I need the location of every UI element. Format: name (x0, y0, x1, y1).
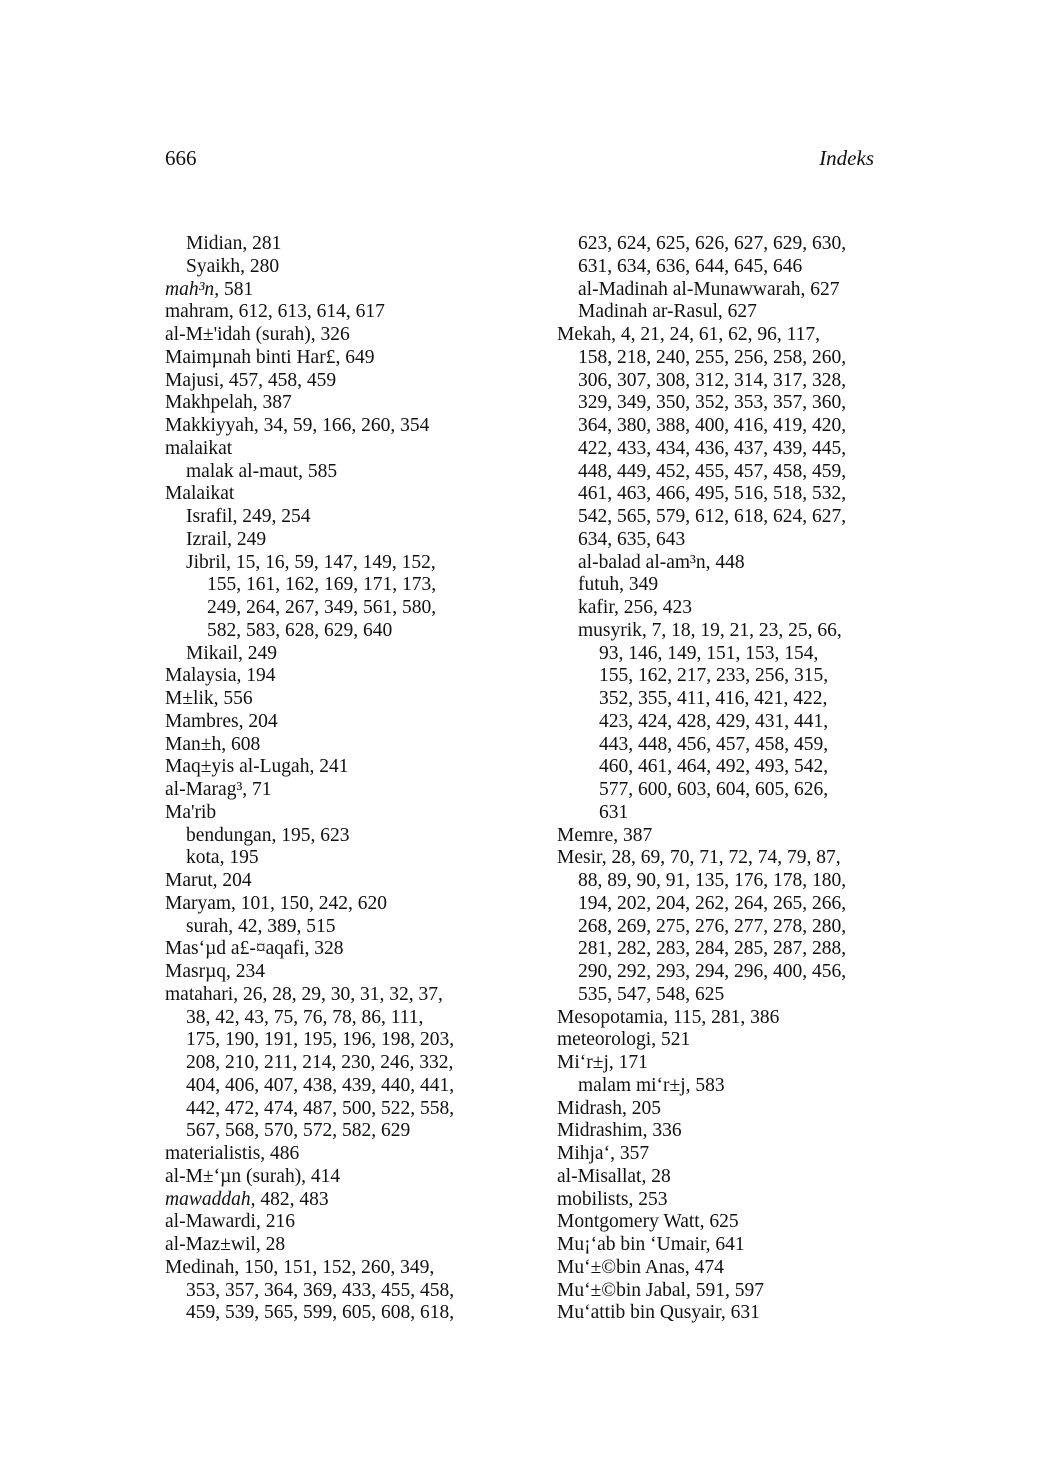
index-entry (557, 552, 887, 575)
index-entry (557, 779, 887, 802)
index-entry-text: al-Marag³, 71 (165, 779, 272, 800)
index-entry (165, 916, 505, 939)
index-entry (557, 1098, 887, 1121)
index-entry-text: materialistis, 486 (165, 1143, 300, 1164)
index-entry-text: Medinah, 150, 151, 152, 260, 349, (165, 1256, 435, 1278)
index-entry-text: Marut, 204 (165, 870, 252, 891)
index-entry (557, 529, 887, 552)
index-entry (165, 688, 505, 711)
index-entry-text: 175, 190, 191, 195, 196, 198, 203, (186, 1029, 455, 1051)
index-entry (557, 256, 887, 279)
index-entry (557, 597, 887, 620)
index-entry-text: 567, 568, 570, 572, 582, 629 (186, 1120, 411, 1142)
index-entry-text: 290, 292, 293, 294, 296, 400, 456, (578, 961, 847, 982)
index-entry (557, 984, 887, 1007)
running-head-title: Indeks (819, 146, 874, 170)
index-entry (557, 233, 887, 256)
index-column-left (165, 233, 505, 1325)
index-entry (557, 1166, 887, 1189)
index-entry (557, 916, 887, 939)
index-entry-text: 158, 218, 240, 255, 256, 258, 260, (578, 346, 847, 368)
index-entry-text: Maq±yis al-Lugah, 241 (165, 756, 349, 778)
index-entry (557, 1052, 887, 1075)
index-entry (165, 1029, 505, 1052)
index-entry-text: Midrash, 205 (557, 1097, 661, 1119)
index-entry (557, 961, 887, 984)
index-entry-text: al-M±'idah (surah), 326 (165, 324, 350, 345)
index-entry (557, 279, 887, 302)
index-entry (557, 1257, 887, 1280)
index-entry (557, 802, 887, 825)
index-entry-text: 542, 565, 579, 612, 618, 624, 627, (578, 506, 847, 527)
index-entry (165, 324, 505, 347)
index-entry-text: Man±h, 608 (165, 733, 261, 755)
index-entry-text: 155, 162, 217, 233, 256, 315, (599, 665, 829, 687)
index-entry (557, 734, 887, 757)
index-entry (165, 529, 505, 552)
index-entry (557, 461, 887, 484)
index-entry-text: Midian, 281 (186, 233, 282, 254)
index-entry-text: 249, 264, 267, 349, 561, 580, (207, 597, 437, 618)
index-entry (165, 1257, 505, 1280)
index-entry (165, 301, 505, 324)
index-entry-text: kafir, 256, 423 (578, 597, 693, 618)
index-entry-text: kota, 195 (186, 847, 259, 869)
index-entry-text: musyrik, 7, 18, 19, 21, 23, 25, 66, (578, 619, 842, 641)
index-entry-text: 582, 583, 628, 629, 640 (207, 619, 393, 641)
index-entry (557, 1189, 887, 1212)
index-entry (557, 301, 887, 324)
index-entry-text: Mu¡‘ab bin ‘Umair, 641 (557, 1234, 745, 1255)
index-entry-text: matahari, 26, 28, 29, 30, 31, 32, 37, (165, 983, 443, 1005)
index-entry (557, 870, 887, 893)
index-entry (165, 1166, 505, 1189)
index-entry-text: malam mi‘r±j, 583 (578, 1074, 725, 1096)
index-entry (557, 415, 887, 438)
index-entry (165, 1302, 505, 1325)
index-entry (165, 711, 505, 734)
page-number: 666 (165, 146, 197, 170)
index-entry (165, 415, 505, 438)
index-entry (165, 984, 505, 1007)
index-entry (557, 643, 887, 666)
index-entry-text: 364, 380, 388, 400, 416, 419, 420, (578, 415, 847, 436)
index-entry-text: Mambres, 204 (165, 710, 278, 732)
index-entry-text: Masrµq, 234 (165, 961, 266, 982)
index-entry-text: Maimµnah binti Har£, 649 (165, 346, 375, 368)
index-entry-text: meteorologi, 521 (557, 1029, 691, 1051)
index-entry-text: 577, 600, 603, 604, 605, 626, (599, 779, 829, 800)
index-entry (165, 1280, 505, 1303)
index-entry (557, 756, 887, 779)
index-entry (165, 1211, 505, 1234)
index-entry-text: 422, 433, 434, 436, 437, 439, 445, (578, 437, 847, 459)
index-entry-text: Mekah, 4, 21, 24, 61, 62, 96, 117, (557, 324, 821, 345)
index-entry-text: 404, 406, 407, 438, 439, 440, 441, (186, 1074, 455, 1096)
index-entry-text: al-Maz±wil, 28 (165, 1234, 286, 1255)
index-column-right (557, 233, 887, 1325)
index-entry-text: malak al-maut, 585 (186, 460, 338, 482)
index-entry-text: 443, 448, 456, 457, 458, 459, (599, 733, 829, 755)
index-entry (557, 825, 887, 848)
index-entry (165, 1007, 505, 1030)
index-entry-text: M±lik, 556 (165, 688, 253, 709)
index-entry-text: Mesopotamia, 115, 281, 386 (557, 1006, 780, 1028)
index-entry-text: Montgomery Watt, 625 (557, 1211, 739, 1233)
index-entry (165, 506, 505, 529)
index-entry-text: Izrail, 249 (186, 528, 267, 550)
index-entry-text: 460, 461, 464, 492, 493, 542, (599, 756, 829, 778)
index-entry (557, 1029, 887, 1052)
index-entry (165, 279, 505, 302)
index-entry (165, 620, 505, 643)
index-entry (165, 483, 505, 506)
index-entry-text: Mikail, 249 (186, 642, 277, 664)
index-entry-text: 93, 146, 149, 151, 153, 154, (599, 642, 819, 664)
index-entry-text: 634, 635, 643 (578, 528, 686, 550)
index-entry-text: bendungan, 195, 623 (186, 824, 350, 846)
index-entry-text: Mu‘±©bin Anas, 474 (557, 1256, 724, 1278)
index-entry-text: 459, 539, 565, 599, 605, 608, 618, (186, 1302, 455, 1324)
index-entry (557, 1211, 887, 1234)
index-entry (165, 802, 505, 825)
index-entry-text: Syaikh, 280 (186, 255, 280, 277)
index-entry (165, 574, 505, 597)
index-entry (165, 1075, 505, 1098)
index-entry-text: 306, 307, 308, 312, 314, 317, 328, (578, 369, 847, 391)
index-entry-text: 442, 472, 474, 487, 500, 522, 558, (186, 1097, 455, 1119)
index-entry (165, 552, 505, 575)
index-entry-text: 448, 449, 452, 455, 457, 458, 459, (578, 460, 847, 482)
index-entry (165, 961, 505, 984)
index-entry-text: mobilists, 253 (557, 1188, 668, 1210)
index-entry (165, 256, 505, 279)
index-entry-text: 38, 42, 43, 75, 76, 78, 86, 111, (186, 1006, 424, 1028)
index-entry (165, 734, 505, 757)
index-entry-text: 281, 282, 283, 284, 285, 287, 288, (578, 938, 847, 960)
index-entry-text: al-Mawardi, 216 (165, 1211, 295, 1233)
index-entry (165, 779, 505, 802)
index-entry (557, 688, 887, 711)
index-entry-text: Majusi, 457, 458, 459 (165, 369, 337, 391)
index-entry-text: Midrashim, 336 (557, 1120, 682, 1142)
index-entry (557, 483, 887, 506)
index-entry-text: Malaysia, 194 (165, 665, 276, 687)
index-entry (165, 438, 505, 461)
index-entry (165, 1052, 505, 1075)
index-entry (557, 1007, 887, 1030)
index-entry-text: 155, 161, 162, 169, 171, 173, (207, 574, 437, 596)
index-entry-text: Malaikat (165, 483, 235, 505)
index-entry (165, 756, 505, 779)
index-entry-text: 623, 624, 625, 626, 627, 629, 630, (578, 233, 847, 254)
index-entry-text: Madinah ar-Rasul, 627 (578, 301, 757, 323)
index-entry-text: futuh, 349 (578, 574, 659, 596)
index-entry (557, 711, 887, 734)
index-entry (557, 506, 887, 529)
index-entry (557, 392, 887, 415)
index-entry (557, 324, 887, 347)
index-entry (165, 870, 505, 893)
index-entry-text: Mu‘attib bin Qusyair, 631 (557, 1302, 760, 1324)
index-entry-text: 423, 424, 428, 429, 431, 441, (599, 710, 829, 732)
index-entry-text: 461, 463, 466, 495, 516, 518, 532, (578, 483, 847, 505)
index-entry (165, 392, 505, 415)
index-entry (165, 1143, 505, 1166)
index-entry-text: Mu‘±©bin Jabal, 591, 597 (557, 1279, 764, 1301)
index-entry (557, 938, 887, 961)
index-entry-text: Jibril, 15, 16, 59, 147, 149, 152, (186, 551, 436, 573)
index-entry-text: Mihja‘, 357 (557, 1143, 650, 1164)
index-entry (165, 233, 505, 256)
index-entry-text: mahram, 612, 613, 614, 617 (165, 301, 385, 323)
index-entry (165, 597, 505, 620)
index-entry-text: Makkiyyah, 34, 59, 166, 260, 354 (165, 415, 430, 436)
index-entry-text: 88, 89, 90, 91, 135, 176, 178, 180, (578, 870, 847, 891)
index-entry (557, 1120, 887, 1143)
index-entry (557, 347, 887, 370)
index-entry (165, 1098, 505, 1121)
index-entry (165, 370, 505, 393)
index-entry-text: , 482, 483 (250, 1188, 329, 1210)
index-entry-text: Ma'rib (165, 801, 217, 823)
index-entry-text: Mi‘r±j, 171 (557, 1052, 648, 1073)
index-entry-text: 352, 355, 411, 416, 421, 422, (599, 688, 828, 709)
index-entry-text: Mas‘µd a£-¤aqafi, 328 (165, 938, 344, 960)
index-entry (165, 1189, 505, 1212)
index-term-italic: mawaddah (165, 1188, 251, 1210)
index-entry-text: Mesir, 28, 69, 70, 71, 72, 74, 79, 87, (557, 847, 841, 869)
index-entry-text: al-M±‘µn (surah), 414 (165, 1165, 341, 1187)
index-entry-text: 353, 357, 364, 369, 433, 455, 458, (186, 1279, 455, 1301)
index-entry (165, 665, 505, 688)
index-entry-text: al-Misallat, 28 (557, 1165, 671, 1187)
index-entry-text: 329, 349, 350, 352, 353, 357, 360, (578, 392, 847, 414)
index-entry (165, 643, 505, 666)
index-entry-text: 631 (599, 801, 629, 823)
index-entry (165, 847, 505, 870)
index-entry-text: Maryam, 101, 150, 242, 620 (165, 892, 388, 914)
index-entry (557, 574, 887, 597)
index-entry (557, 620, 887, 643)
index-entry-text: 631, 634, 636, 644, 645, 646 (578, 255, 803, 277)
index-entry-text: Israfil, 249, 254 (186, 506, 311, 527)
index-entry (165, 893, 505, 916)
index-entry-text: , 581 (214, 278, 254, 300)
index-entry-text: 535, 547, 548, 625 (578, 983, 725, 1005)
index-entry (557, 1143, 887, 1166)
index-entry (165, 825, 505, 848)
index-entry (557, 847, 887, 870)
index-entry (557, 438, 887, 461)
index-entry (557, 665, 887, 688)
index-term-italic: mah³n (165, 278, 215, 300)
index-entry (557, 1234, 887, 1257)
index-entry-text: Makhpelah, 387 (165, 392, 292, 414)
index-entry-text: 268, 269, 275, 276, 277, 278, 280, (578, 915, 847, 937)
index-entry (557, 370, 887, 393)
index-entry-text: surah, 42, 389, 515 (186, 915, 336, 937)
index-entry (165, 1234, 505, 1257)
index-entry-text: malaikat (165, 437, 233, 459)
index-entry (557, 893, 887, 916)
index-entry-text: Memre, 387 (557, 824, 653, 846)
index-entry (557, 1280, 887, 1303)
index-entry (165, 938, 505, 961)
index-entry-text: al-Madinah al-Munawwarah, 627 (578, 278, 840, 300)
index-entry (165, 461, 505, 484)
index-entry (557, 1075, 887, 1098)
index-entry-text: 194, 202, 204, 262, 264, 265, 266, (578, 892, 847, 914)
index-entry (557, 1302, 887, 1325)
index-entry (165, 347, 505, 370)
index-entry-text: al-balad al-am³n, 448 (578, 551, 745, 573)
index-entry (165, 1120, 505, 1143)
index-entry-text: 208, 210, 211, 214, 230, 246, 332, (186, 1052, 454, 1073)
